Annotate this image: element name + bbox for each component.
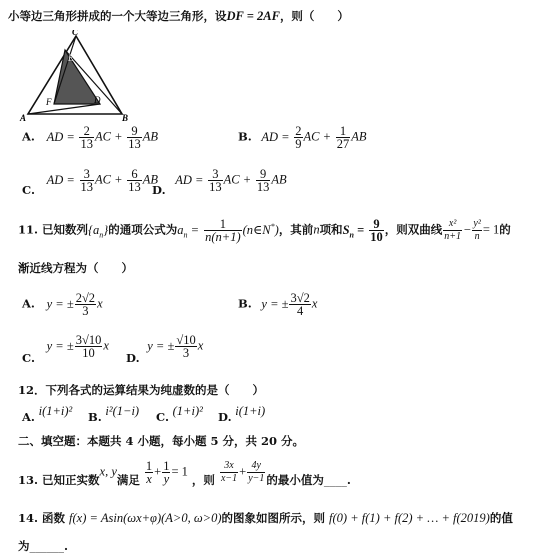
q10-stem-text: 小等边三角形拼成的一个大等边三角形，设 bbox=[8, 9, 227, 23]
q10-option-a[interactable] bbox=[22, 125, 158, 150]
option-lhs: AD = bbox=[46, 129, 75, 144]
answer-blank[interactable]: ____ bbox=[323, 472, 347, 487]
option-vec1: AC + bbox=[223, 172, 252, 187]
option-vec1: AC + bbox=[95, 172, 123, 187]
option-pre: y = ± bbox=[46, 338, 74, 353]
q10-condition: DF = 2AF bbox=[226, 9, 280, 23]
option-lhs: AD = bbox=[261, 129, 290, 144]
q10-option-d[interactable] bbox=[152, 167, 287, 197]
seq-close: } bbox=[103, 222, 109, 237]
option-vec2: AB bbox=[142, 172, 158, 187]
q14-line2 bbox=[18, 538, 68, 554]
q12-option-a[interactable] bbox=[22, 404, 73, 425]
frac-den: 9 bbox=[295, 137, 302, 151]
frac-num: 3 bbox=[208, 168, 223, 181]
sn: S bbox=[342, 222, 350, 237]
q12-option-b[interactable] bbox=[88, 404, 140, 425]
q11-option-b[interactable] bbox=[238, 292, 317, 317]
option-pre: y = ± bbox=[46, 296, 74, 311]
q11-stem bbox=[18, 218, 511, 243]
option-expr: i(1+i)² bbox=[38, 404, 73, 418]
option-letter: B. bbox=[238, 129, 252, 144]
frac-den: 4 bbox=[297, 304, 304, 318]
q13-text-3: ，则 bbox=[191, 472, 215, 487]
option-lhs: AD = bbox=[175, 172, 204, 187]
q14-end: . bbox=[64, 539, 69, 553]
option-letter: C. bbox=[22, 182, 35, 197]
q13-text-1: 已知正实数 bbox=[42, 472, 100, 487]
option-letter: A. bbox=[22, 296, 35, 311]
option-post: x bbox=[97, 296, 103, 311]
question-number: 13. bbox=[18, 472, 39, 487]
sn-sub: n bbox=[349, 230, 354, 239]
frac-den: 13 bbox=[128, 137, 141, 151]
seq-open: {a bbox=[88, 222, 100, 237]
label-e: E bbox=[68, 53, 74, 63]
frac-den: 13 bbox=[80, 137, 93, 151]
frac-num: y² bbox=[473, 218, 481, 229]
option-post: x bbox=[311, 296, 318, 311]
q10-option-b[interactable] bbox=[238, 125, 367, 150]
q13-vars: x, y bbox=[99, 464, 117, 479]
option-vec2: AB bbox=[271, 172, 287, 187]
an: a bbox=[177, 222, 184, 237]
frac-den: 13 bbox=[80, 180, 94, 194]
frac-den: x bbox=[146, 472, 152, 486]
frac-num: 4y bbox=[247, 460, 265, 473]
frac-num: 9 bbox=[369, 218, 384, 231]
frac-num: 2 bbox=[79, 125, 94, 138]
frac-num: x² bbox=[443, 218, 462, 231]
option-expr: (1+i)² bbox=[172, 404, 203, 418]
plus: + bbox=[154, 464, 162, 479]
frac-num: 3√10 bbox=[75, 333, 102, 347]
q14-stem bbox=[18, 510, 513, 526]
sn-eq: = bbox=[357, 222, 365, 237]
option-letter: A. bbox=[22, 410, 35, 424]
option-lhs: AD = bbox=[46, 172, 75, 187]
q10-stem bbox=[8, 8, 349, 24]
option-letter: A. bbox=[22, 129, 35, 144]
eq: = bbox=[190, 222, 200, 237]
q11-stem-line2: 渐近线方程为（ ） bbox=[18, 261, 133, 275]
q13-end: . bbox=[346, 472, 351, 487]
q12-options bbox=[22, 404, 322, 428]
label-d: D bbox=[94, 95, 101, 105]
label-b: B bbox=[122, 113, 129, 122]
plus: + bbox=[239, 464, 247, 479]
option-letter: B. bbox=[238, 296, 252, 311]
eq: = 1 bbox=[171, 464, 188, 479]
hyp-eq: = 1 bbox=[482, 222, 500, 237]
option-expr: i(1+i) bbox=[235, 404, 266, 418]
option-post: x bbox=[103, 338, 109, 353]
seq-sub: n bbox=[99, 230, 104, 239]
label-f: F bbox=[46, 97, 52, 107]
q14-function: f(x) = Asin(ωx+φ)(A>0, ω>0) bbox=[69, 511, 222, 525]
q11-text-1: 已知数列 bbox=[42, 222, 89, 237]
frac-den: 27 bbox=[336, 137, 350, 151]
section-heading: 二、填空题：本题共 4 小题，每小题 5 分，共 20 分。 bbox=[18, 434, 305, 448]
option-letter: D. bbox=[152, 182, 166, 197]
triangle-figure bbox=[18, 30, 138, 122]
var-n: n bbox=[313, 222, 320, 237]
question-number: 14. bbox=[18, 511, 39, 525]
q11-option-c[interactable] bbox=[22, 333, 109, 365]
q12-stem: 12．下列各式的运算结果为纯虚数的是（ ） bbox=[18, 383, 265, 397]
option-vec1: AC + bbox=[94, 129, 123, 144]
q13-stem bbox=[18, 460, 351, 485]
label-a: A bbox=[20, 113, 27, 122]
cond: (n∈N bbox=[242, 222, 271, 237]
frac-num: 1 bbox=[204, 218, 242, 231]
q12-option-c[interactable] bbox=[156, 404, 203, 425]
frac-den: n bbox=[474, 231, 480, 242]
frac-den: 3 bbox=[82, 304, 89, 318]
option-letter: D. bbox=[218, 410, 232, 424]
question-number: 11. bbox=[18, 222, 39, 237]
q10-stem-end: ，则（ ） bbox=[279, 9, 349, 23]
frac-den: 13 bbox=[209, 180, 222, 194]
option-vec2: AB bbox=[351, 129, 367, 144]
q11-text-6: 的 bbox=[499, 222, 511, 237]
q11-text-4: 项和 bbox=[319, 222, 343, 237]
frac-num: 9 bbox=[256, 168, 271, 181]
frac-den: 13 bbox=[128, 180, 141, 194]
frac-num: 1 bbox=[145, 459, 153, 473]
frac-num: 3 bbox=[80, 168, 95, 181]
q11-text-3: ，其前 bbox=[278, 222, 314, 237]
frac-den: y−1 bbox=[248, 473, 265, 484]
option-post: x bbox=[197, 338, 204, 353]
frac-den: n(n+1) bbox=[205, 230, 241, 244]
frac-num: 2 bbox=[295, 124, 302, 138]
q13-text-2: 满足 bbox=[116, 472, 140, 487]
q11-text-5: ，则双曲线 bbox=[384, 222, 443, 237]
q11-option-a[interactable] bbox=[22, 292, 103, 317]
cond-end: ) bbox=[274, 222, 279, 237]
q11-option-d[interactable] bbox=[126, 333, 204, 365]
option-letter: D. bbox=[126, 350, 140, 365]
frac-den: 3 bbox=[182, 346, 190, 360]
frac-num: 1 bbox=[163, 459, 170, 473]
frac-num: 9 bbox=[127, 125, 142, 138]
q14-sum: f(0) + f(1) + f(2) + … + f(2019) bbox=[329, 511, 490, 525]
frac-den: 10 bbox=[370, 230, 383, 244]
minus: − bbox=[462, 222, 472, 237]
frac-den: n+1 bbox=[444, 231, 461, 242]
option-pre: y = ± bbox=[147, 338, 175, 353]
option-letter: C. bbox=[156, 410, 169, 424]
q10-option-c[interactable] bbox=[22, 167, 158, 197]
frac-num: 2√2 bbox=[75, 291, 96, 305]
frac-num: 3√2 bbox=[290, 291, 310, 305]
option-expr: i²(1−i) bbox=[105, 404, 140, 418]
an-sub: n bbox=[183, 230, 188, 239]
q14-text-2: 的图象如图所示，则 bbox=[221, 511, 326, 525]
option-letter: B. bbox=[88, 410, 102, 424]
q13-text-4: 的最小值为 bbox=[266, 472, 324, 487]
option-letter: C. bbox=[22, 350, 35, 365]
frac-num: 1 bbox=[336, 125, 351, 138]
q14-text-1: 函数 bbox=[42, 511, 66, 525]
q14-line2-text: 为 bbox=[18, 539, 30, 553]
frac-den: 10 bbox=[82, 346, 95, 360]
option-vec1: AC + bbox=[303, 129, 332, 144]
frac-num: √10 bbox=[176, 333, 196, 347]
cond-sup: * bbox=[270, 221, 275, 231]
q12-option-d[interactable] bbox=[218, 404, 266, 425]
option-vec2: AB bbox=[142, 129, 158, 144]
answer-blank[interactable]: ______ bbox=[29, 539, 64, 553]
q11-text-2: 的通项公式为 bbox=[108, 222, 178, 237]
frac-num: 6 bbox=[127, 168, 142, 181]
frac-num: 3x bbox=[220, 460, 238, 473]
option-pre: y = ± bbox=[261, 296, 289, 311]
frac-den: y bbox=[163, 472, 170, 486]
frac-den: 13 bbox=[256, 180, 270, 194]
q14-text-3: 的值 bbox=[489, 511, 513, 525]
frac-den: x−1 bbox=[220, 473, 238, 484]
label-c: C bbox=[72, 30, 79, 37]
